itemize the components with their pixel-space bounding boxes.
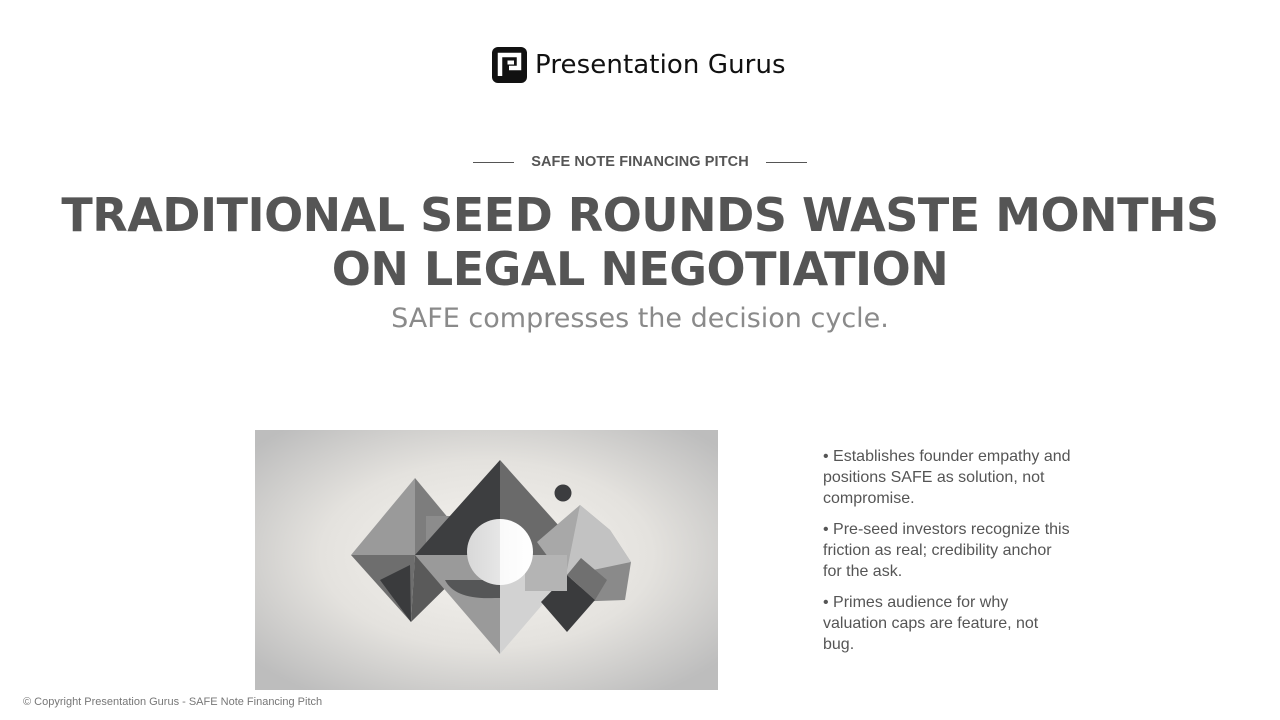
abstract-geometric-shapes-image: [255, 430, 718, 690]
bullet-item: • Pre-seed investors recognize this friction as real; credibility anchor for the ask.: [823, 521, 1070, 580]
brand-logo: [492, 47, 786, 83]
slide-subtitle: SAFE compresses the decision cycle.: [391, 303, 889, 334]
slide-title-line-1: TRADITIONAL SEED ROUNDS WASTE MONTHS: [61, 188, 1219, 242]
bullet-item: • Primes audience for why valuation caps are feature, not bug.: [823, 594, 1039, 653]
eyebrow-rule-left: [473, 162, 514, 163]
bullet-item: • Establishes founder empathy and positions SAFE as solution, not compromise.: [823, 448, 1071, 507]
eyebrow-label: SAFE NOTE FINANCING PITCH: [531, 154, 749, 170]
slide-title-line-2: ON LEGAL NEGOTIATION: [331, 242, 949, 296]
slide-title: [60, 188, 1220, 296]
hero-image: [255, 430, 718, 690]
brand-name: Presentation Gurus: [535, 50, 786, 80]
eyebrow: [0, 152, 1280, 172]
bullet-list: [823, 446, 1073, 665]
footer-copyright: © Copyright Presentation Gurus - SAFE Note Financing Pitch: [23, 696, 323, 708]
presentation-gurus-logo-icon: [492, 47, 527, 83]
eyebrow-rule-right: [766, 162, 807, 163]
